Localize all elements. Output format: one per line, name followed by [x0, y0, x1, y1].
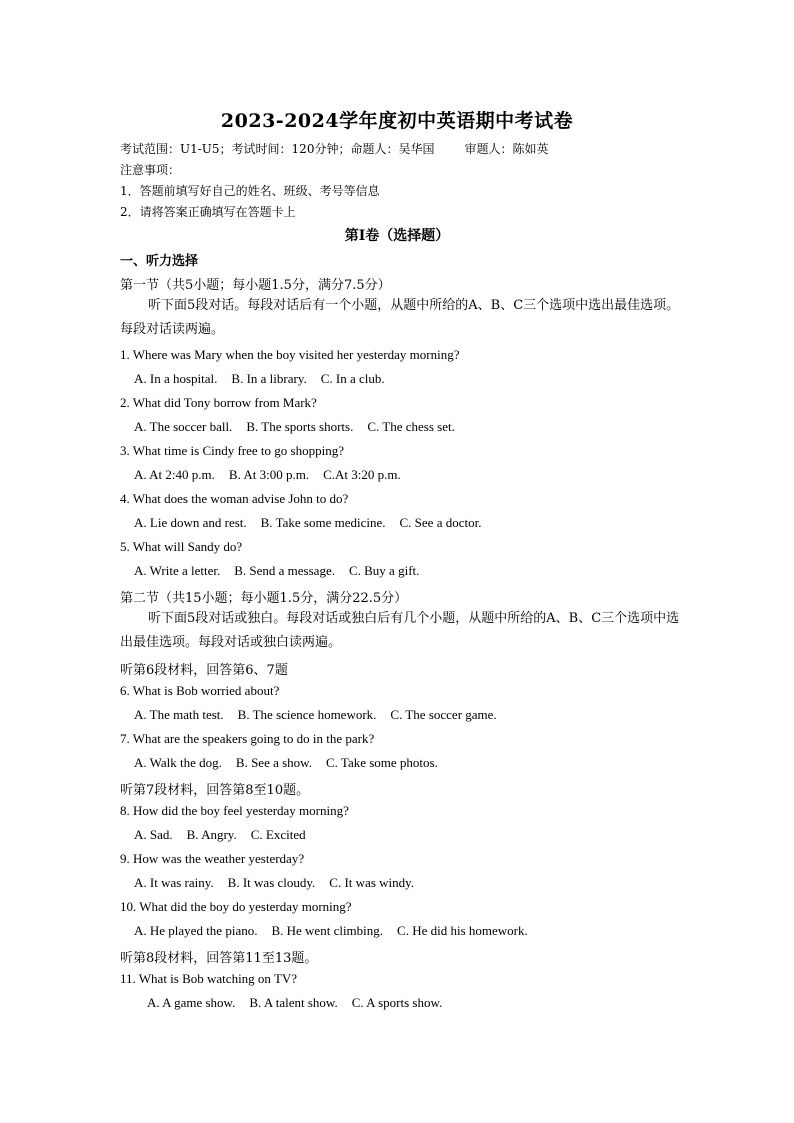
section1-title: 第一节（共5小题；每小题1.5分，满分7.5分） [120, 278, 391, 293]
question-6: 6. What is Bob worried about? [120, 683, 280, 698]
option: C. See a doctor. [399, 515, 482, 530]
option: A. Sad. [134, 827, 173, 842]
option: B. He went climbing. [271, 923, 384, 938]
question-7: 7. What are the speakers going to do in the park? [120, 731, 375, 746]
option: B. The sports shorts. [246, 419, 354, 434]
option: A. The math test. [134, 707, 224, 722]
option: C. A sports show. [351, 995, 443, 1010]
option: A. At 2:40 p.m. [134, 467, 215, 482]
option: B. Take some medicine. [260, 515, 386, 530]
notes-header: 注意事项： [120, 163, 181, 177]
options-8 [134, 827, 320, 843]
option: B. Send a message. [234, 563, 335, 578]
question-8: 8. How did the boy feel yesterday morning? [120, 803, 349, 818]
question-2: 2. What did Tony borrow from Mark? [120, 395, 317, 410]
option: B. In a library. [231, 371, 307, 386]
section2-instruction: 听下面5段对话或独白。每段对话或独白后有几个小题，从题中所给的A、B、C三个选项中选出最佳选项。每段对话或独白读两遍。 [120, 611, 680, 650]
options-6 [134, 707, 511, 723]
option: C.At 3:20 p.m. [323, 467, 401, 482]
question-3: 3. What time is Cindy free to go shopping? [120, 443, 344, 458]
options-2 [134, 419, 469, 435]
option: A. Lie down and rest. [134, 515, 247, 530]
option: A. In a hospital. [134, 371, 218, 386]
note-item: 2．请将答案正确填写在答题卡上 [120, 205, 296, 219]
question-11: 11. What is Bob watching on TV? [120, 971, 298, 986]
option: C. The chess set. [367, 419, 455, 434]
options-10 [134, 923, 542, 939]
option: B. See a show. [235, 755, 312, 770]
option: C. The soccer game. [390, 707, 497, 722]
option: A. The soccer ball. [134, 419, 233, 434]
options-4 [134, 515, 495, 531]
question-4: 4. What does the woman advise John to do? [120, 491, 349, 506]
option: A. Walk the dog. [134, 755, 222, 770]
option: B. A talent show. [249, 995, 338, 1010]
material-note-6: 听第6段材料，回答第6、7题 [120, 663, 288, 678]
options-1 [134, 371, 399, 387]
option: A. A game show. [147, 995, 236, 1010]
options-7 [134, 755, 452, 771]
option: B. It was cloudy. [227, 875, 316, 890]
exam-meta [120, 140, 548, 157]
option: C. He did his homework. [397, 923, 528, 938]
exam-scope: 考试范围：U1-U5；考试时间：120分钟；命题人：吴华国 [120, 142, 435, 156]
option: C. It was windy. [329, 875, 415, 890]
question-10: 10. What did the boy do yesterday morning? [120, 899, 352, 914]
option: B. Angry. [186, 827, 237, 842]
option: C. Excited [250, 827, 306, 842]
note-item: 1．答题前填写好自己的姓名、班级、考号等信息 [120, 184, 380, 198]
option: C. In a club. [320, 371, 385, 386]
options-3 [134, 467, 415, 483]
option: C. Buy a gift. [348, 563, 420, 578]
option: B. At 3:00 p.m. [228, 467, 310, 482]
volume-title: 第I卷（选择题） [344, 228, 450, 244]
option: A. It was rainy. [134, 875, 214, 890]
option: C. Take some photos. [325, 755, 438, 770]
question-1: 1. Where was Mary when the boy visited her yesterday morning? [120, 347, 460, 362]
exam-reviewer: 审题人：陈如英 [464, 142, 549, 156]
options-11 [147, 995, 456, 1011]
options-5 [134, 563, 433, 579]
section2-title: 第二节（共15小题；每小题1.5分，满分22.5分） [120, 591, 408, 606]
option: A. Write a letter. [134, 563, 221, 578]
section1-instruction: 听下面5段对话。每段对话后有一个小题，从题中所给的A、B、C三个选项中选出最佳选项。每段对话读两遍。 [120, 298, 680, 337]
question-5: 5. What will Sandy do? [120, 539, 243, 554]
material-note-7: 听第7段材料，回答第8至10题。 [120, 783, 310, 798]
part-title: 一、听力选择 [120, 254, 199, 269]
option: A. He played the piano. [134, 923, 258, 938]
option: B. The science homework. [237, 707, 377, 722]
exam-title: 2023-2024学年度初中英语期中考试卷 [220, 110, 574, 132]
options-9 [134, 875, 428, 891]
question-9: 9. How was the weather yesterday? [120, 851, 305, 866]
material-note-8: 听第8段材料，回答第11至13题。 [120, 951, 318, 966]
